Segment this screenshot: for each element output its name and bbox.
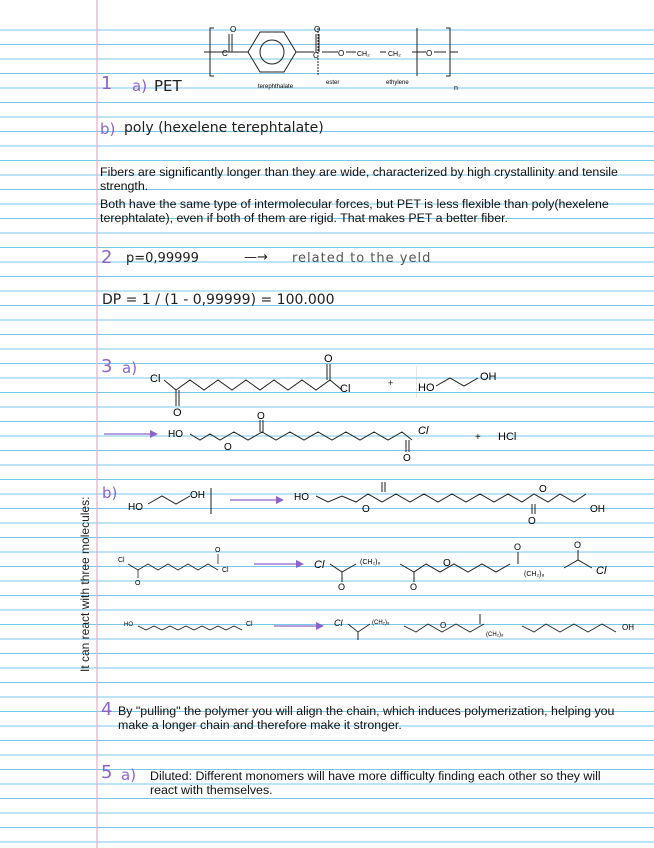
q3-part-a-label: a) [122,359,138,377]
ch2-8-2: (CH₂)₈ [524,571,545,578]
question-4-number: 4 [101,699,113,720]
sebacoyl-chloride-structure [146,350,364,420]
ho-1: HO [128,502,143,513]
ethylene-glycol-structure [416,364,506,400]
ch2-8-3: (CH₂)₈ [372,620,390,626]
plus-hcl: + [475,432,481,443]
q1-answer-a: PET [154,77,182,95]
q1-part-a-label: a) [132,77,148,95]
o-ether-b: O [440,621,447,630]
q4-answer: By "pulling" the polymer you will align the chain, which induces polymerization, helping you make a longer chain and therefore make it stronger. [118,704,615,732]
q1-part-b-label: b) [100,120,116,138]
q3a-product-reaction [100,412,540,462]
q3-part-b-label: b) [102,484,118,502]
question-2-number: 2 [101,247,113,268]
o-carbonyl-3: O [528,516,536,527]
cl-5: Cl [334,618,343,628]
ho-small: HO [124,622,133,628]
label-terephthalate: terephthalate [258,84,294,90]
o-right: O [324,353,333,365]
question-3-number: 3 [101,356,113,377]
cl-3: Cl [314,559,325,571]
ho-product: HO [168,429,183,440]
label-ester: ester [326,80,340,86]
cl-small-1: Cl [118,557,125,564]
oh-3: OH [622,623,634,632]
cl-product: Cl [418,425,429,437]
q2-dp-calculation: DP = 1 / (1 - 0,99999) = 100.000 [102,292,335,308]
o-ester: O [224,442,232,453]
o-carbonyl-2: O [403,453,411,462]
o-4: O [338,582,346,590]
o-ester-2: O [539,484,547,495]
hcl: HCl [498,431,517,443]
o-small-2: O [215,547,221,554]
question-1-number: 1 [101,73,113,94]
oh-2: OH [590,504,605,515]
q1-answer-b: poly (hexelene terephtalate) [124,120,324,136]
q1-comparison: Both have the same type of intermolecular forces, but PET is less flexible than poly(hexelene terephtalate), even if both of them are rigid. That makes PET a better fiber. [100,197,609,225]
q3b-margin-note: It can react with three molecules: [78,496,92,672]
carbonyl-o-left: O [230,25,237,34]
q2-arrow: —→ [244,250,268,265]
q3b-row-2 [118,540,638,590]
ch2-8-1: (CH₂)₈ [360,559,381,566]
q2-p-value: p=0,99999 [126,251,199,266]
cl-small-3: Cl [246,621,253,628]
ho-2: HO [294,492,309,503]
o-7: O [574,540,582,550]
ch2-a: CH₂ [357,51,370,58]
question-5-number: 5 [101,762,113,783]
carbonyl-o-right: O [314,25,321,34]
q2-note: related to the yeld [292,251,432,266]
ester-o: O [338,49,345,58]
q5-part-a-label: a) [121,766,137,784]
cl-4: Cl [596,565,607,577]
o-small-1: O [135,580,141,587]
o-ether-a: O [443,558,451,569]
ch2-8-4: (CH₂)₈ [486,632,504,638]
q5-answer: Diluted: Different monomers will have more difficulty finding each other so they will react with themselves. [150,769,601,797]
cl-left: Cl [150,373,161,385]
pet-repeat-unit-structure [200,18,470,98]
q3b-row-3 [124,604,644,650]
o-6: O [514,542,522,552]
label-ethylene: ethylene [386,80,409,86]
o-ester-1: O [362,504,370,515]
o-left: O [173,407,182,419]
oh-glycol: OH [480,371,497,383]
o-carbonyl: O [257,412,265,422]
o-5: O [410,582,418,590]
q3a-plus: + [388,378,394,388]
cl-right: Cl [340,383,351,395]
oh-1: OH [190,490,205,501]
q3b-row-1 [120,478,640,528]
label-n: n [454,85,458,92]
carbon-c-left: C [222,49,228,58]
ether-o: O [426,49,433,58]
cl-small-2: Cl [222,567,229,574]
ho-glycol: HO [418,382,435,394]
q1-fiber-definition: Fibers are significantly longer than they are wide, characterized by high crystallinity and tensile strength. [100,165,618,193]
carbon-c-right: C [313,51,319,60]
ch2-b: CH₂ [388,51,401,58]
